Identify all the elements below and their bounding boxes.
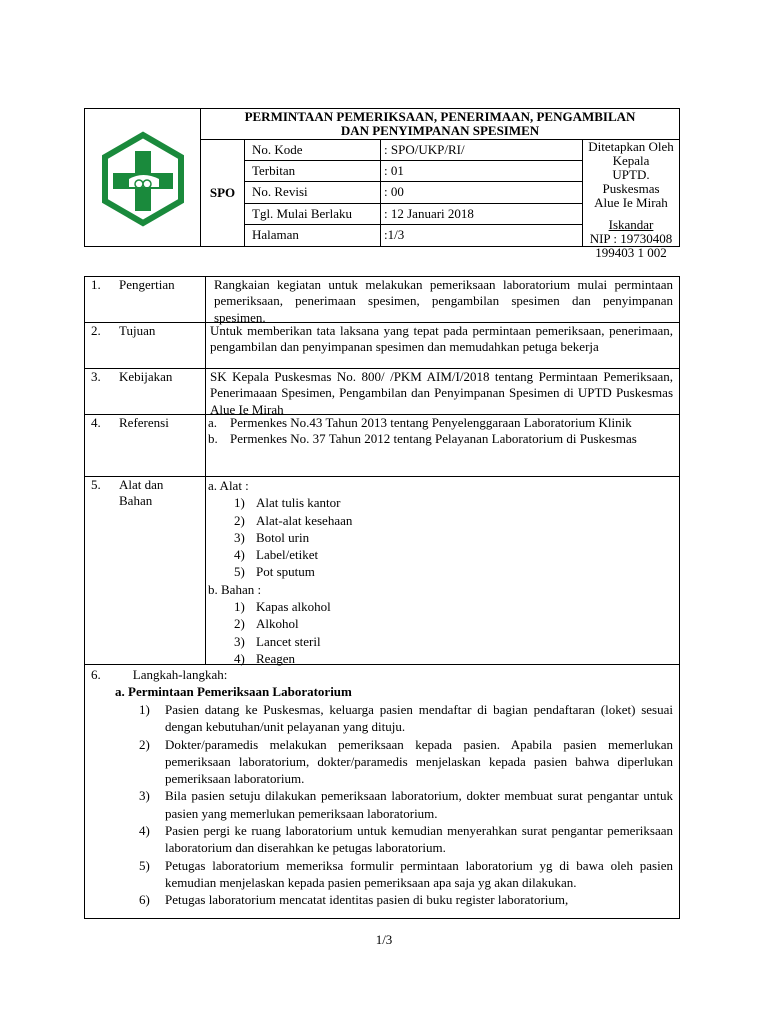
section-kebijakan <box>85 369 679 415</box>
bahan-list <box>208 598 673 667</box>
spo-header-table <box>84 108 680 260</box>
info-value: : SPO/UKP/RI/ <box>384 142 465 157</box>
reference-item <box>208 415 673 431</box>
item-number: 2) <box>234 512 245 528</box>
list-item <box>234 598 673 615</box>
section-text: Untuk memberikan tata laksana yang tepat pada permintaan pemeriksaan, penerimaan, pengambilan dan penyimpanan spesimen dan memudahkan petuga bekerja <box>210 323 673 355</box>
section-number: 6. <box>91 667 101 682</box>
steps-list <box>139 701 673 909</box>
approval-line-3: Alue Ie Mirah <box>594 195 668 210</box>
reference-marker: b. <box>208 431 218 447</box>
step-text: Petugas laboratorium mencatat identitas pasien di buku register laboratorium, <box>165 892 569 908</box>
step-text: Pasien pergi ke ruang laboratorium untuk kemudian menyerahkan surat pengantar pemeriksaan laboratorium dan diserahkan ke petugas laboratorium. <box>165 823 673 856</box>
section-content <box>205 323 679 368</box>
section-tujuan <box>85 323 679 369</box>
reference-text: Permenkes No. 37 Tahun 2012 tentang Pelayanan Laboratorium di Puskesmas <box>230 431 637 447</box>
info-key: Tgl. Mulai Berlaku <box>245 204 381 224</box>
approver-nip: NIP : 19730408 199403 1 002 <box>589 231 673 260</box>
section-number: 5. <box>91 477 101 492</box>
info-key: Halaman <box>245 225 381 246</box>
item-text: Lancet steril <box>256 633 321 649</box>
step-number: 5) <box>139 857 150 873</box>
section-content <box>205 477 679 664</box>
item-text: Pot sputum <box>256 564 315 580</box>
item-number: 4) <box>234 547 245 563</box>
section-label <box>119 477 163 510</box>
procedure-table <box>84 276 680 919</box>
item-number: 2) <box>234 616 245 632</box>
item-number: 3) <box>234 529 245 545</box>
info-value: : 00 <box>384 184 404 200</box>
subsection-heading: a. Permintaan Pemeriksaan Laboratorium <box>115 684 352 699</box>
list-item <box>234 546 673 563</box>
step-item <box>139 701 673 736</box>
step-number: 4) <box>139 823 150 839</box>
title-line-1: PERMINTAAN PEMERIKSAAN, PENERIMAAN, PENGAMBILAN <box>244 109 636 124</box>
section-number: 1. <box>91 277 101 292</box>
step-number: 3) <box>139 788 150 804</box>
step-number: 1) <box>139 702 150 717</box>
section-label: Pengertian <box>119 277 175 292</box>
info-row <box>245 204 582 225</box>
step-text: Dokter/paramedis melakukan pemeriksaan kepada pasien. Apabila pasien memerlukan pemeriksaan laboratorium, dokter/paramedis menjelaskan kepada pasien bahwa diperlukan pemeriksaan laboratorium. <box>165 736 673 787</box>
step-item <box>139 822 673 857</box>
info-row <box>245 182 582 203</box>
section-text: SK Kepala Puskesmas No. 800/ /PKM AIM/I/2018 tentang Permintaan Pemeriksaan, Penerimaaan Spesimen, Pengambilan dan Penyimpanan Spesimen di UPTD Puskesmas Alue Ie Mirah <box>210 369 673 417</box>
info-key: No. Revisi <box>245 182 381 202</box>
item-text: Kapas alkohol <box>256 599 331 615</box>
info-value: : 12 Januari 2018 <box>384 205 474 221</box>
alat-list <box>208 494 673 580</box>
reference-item <box>208 431 673 447</box>
document-info-rows <box>245 140 583 246</box>
item-text: Alat-alat kesehaan <box>256 512 353 528</box>
step-text: Petugas laboratorium memeriksa formulir permintaan laboratorium yg di bawa oleh pasien kemudian menjelaskan kepada pasien pemeriksaan apa saja yg akan dilakukan. <box>165 857 673 890</box>
spo-label: SPO <box>201 140 245 246</box>
approval-line-2: UPTD. Puskesmas <box>602 167 660 196</box>
section-label-line: Alat dan <box>119 477 164 492</box>
step-number: 2) <box>139 736 150 752</box>
step-item <box>139 891 673 908</box>
list-item <box>234 563 673 580</box>
step-item <box>139 787 673 822</box>
section-label: Tujuan <box>119 323 156 338</box>
item-number: 1) <box>234 495 245 511</box>
item-number: 4) <box>234 650 245 666</box>
approver-name: Iskandar <box>608 217 654 232</box>
info-value: : 01 <box>384 163 404 179</box>
item-text: Botol urin <box>256 529 310 545</box>
section-label: Referensi <box>119 415 169 430</box>
section-number: 2. <box>91 323 101 338</box>
list-item <box>234 529 673 546</box>
item-text: Alat tulis kantor <box>256 495 341 511</box>
section-content <box>205 369 679 417</box>
logo-cell <box>85 109 201 246</box>
section-langkah <box>85 665 679 918</box>
item-text: Label/etiket <box>256 547 319 563</box>
list-item <box>234 494 673 511</box>
page-number: 1/3 <box>375 932 393 947</box>
bahan-heading: b. Bahan : <box>208 581 262 597</box>
section-content <box>205 277 679 325</box>
info-value: :1/3 <box>384 226 405 242</box>
list-item <box>234 633 673 650</box>
title-line-2: DAN PENYIMPANAN SPESIMEN <box>340 123 540 138</box>
info-row <box>245 140 582 161</box>
section-number: 3. <box>91 369 101 384</box>
step-item <box>139 857 673 892</box>
section-label-line: Bahan <box>119 493 153 509</box>
step-text: Pasien datang ke Puskesmas, keluarga pasien mendaftar di bagian pendaftaran (loket) sesuai dengan kebutuhan/unit pelayanan yang dituju. <box>165 702 673 735</box>
item-text: Alkohol <box>256 616 299 632</box>
approval-block <box>583 139 679 260</box>
puskesmas-logo <box>85 109 201 246</box>
section-heading <box>91 667 227 683</box>
section-number: 4. <box>91 415 101 430</box>
item-number: 1) <box>234 599 245 615</box>
info-row <box>245 225 582 246</box>
reference-marker: a. <box>208 415 218 430</box>
item-number: 5) <box>234 564 245 580</box>
section-alat-bahan <box>85 477 679 665</box>
document-title <box>201 109 679 140</box>
step-number: 6) <box>139 892 150 908</box>
step-item <box>139 736 673 788</box>
reference-text: Permenkes No.43 Tahun 2013 tentang Penyelenggaraan Laboratorium Klinik <box>230 415 632 430</box>
item-number: 3) <box>234 633 245 649</box>
step-text: Bila pasien setuju dilakukan pemeriksaan laboratorium, dokter membuat surat pengantar untuk pasien yang memerlukan pemeriksaan laboratorium. <box>165 788 673 821</box>
approval-line-1: Ditetapkan Oleh Kepala <box>588 139 674 168</box>
section-pengertian <box>85 277 679 323</box>
item-text: Reagen <box>256 650 295 666</box>
section-content <box>205 415 679 476</box>
list-item <box>234 615 673 632</box>
section-referensi <box>85 415 679 477</box>
section-text: Rangkaian kegiatan untuk melakukan pemeriksaan laboratorium mulai permintaan pemeriksaan, penerimaan spesimen, pengambilan spesimen dan penyimpanan spesimen. <box>214 277 673 325</box>
info-key: Terbitan <box>245 161 381 181</box>
section-label: Kebijakan <box>119 369 173 384</box>
section-label: Langkah-langkah: <box>132 667 228 682</box>
list-item <box>234 512 673 529</box>
info-key: No. Kode <box>245 140 381 160</box>
alat-heading: a. Alat : <box>208 478 249 493</box>
info-row <box>245 161 582 182</box>
